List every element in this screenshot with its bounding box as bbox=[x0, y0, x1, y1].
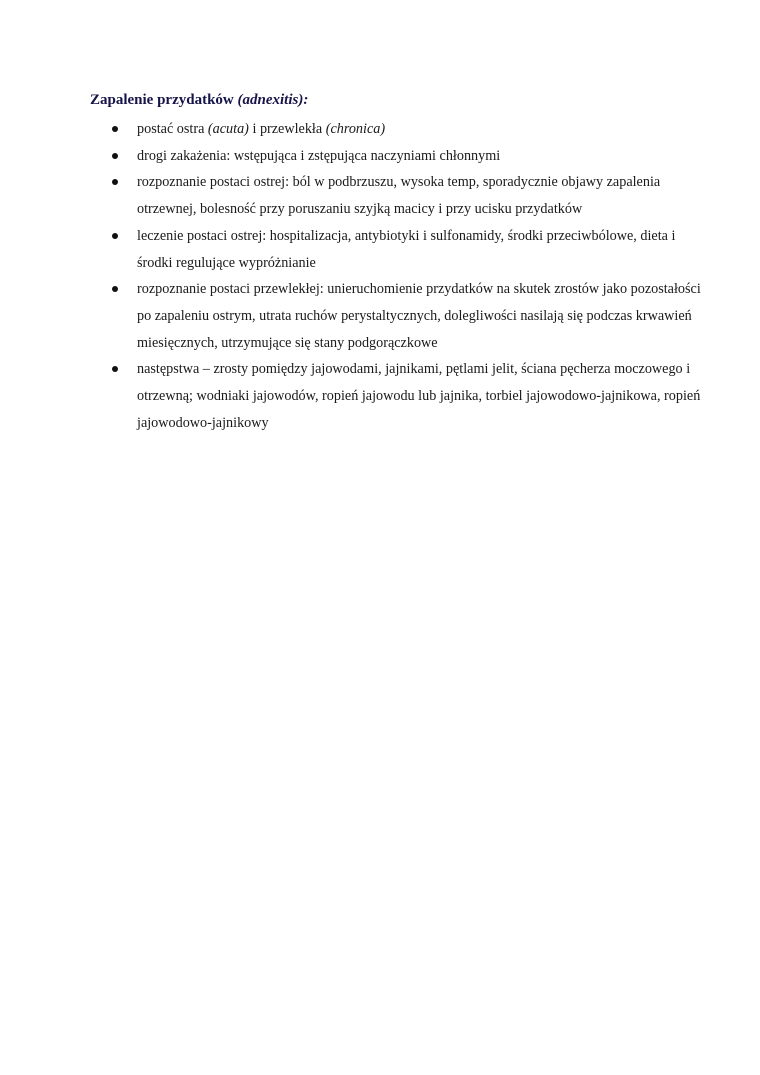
list-item-text: leczenie postaci ostrej: hospitalizacja, antybiotyki i sulfonamidy, środki przeciwbólowe, dieta i środki regulujące wypróżnianie bbox=[137, 227, 676, 271]
latin-term: (acuta) bbox=[207, 121, 249, 137]
list-item-text: rozpoznanie postaci przewlekłej: unieruchomienie przydatków na skutek zrostów jako pozostałości po zapaleniu ostrym, utrata ruchów perystaltycznych, dolegliwości nasilają się podczas krwawień miesięcznych, utrzymujące się stany podgorączkowe bbox=[137, 281, 701, 351]
list-item-text: postać ostra bbox=[137, 121, 208, 137]
bullet-icon bbox=[112, 126, 118, 132]
list-item-text: następstwa – zrosty pomiędzy jajowodami, jajnikami, pętlami jelit, ściana pęcherza moczowego i otrzewną; wodniaki jajowodów, ropień jajowodu lub jajnika, torbiel jajowodowo-jajnikowa, ropień jajowodowo-jajnikowy bbox=[137, 361, 701, 431]
bullet-icon bbox=[112, 179, 118, 185]
list-item bbox=[108, 223, 708, 276]
bullet-list bbox=[108, 116, 708, 436]
section-heading bbox=[90, 90, 308, 110]
list-item-text: i przewlekła bbox=[248, 121, 326, 137]
bullet-icon bbox=[112, 286, 118, 292]
bullet-icon bbox=[112, 233, 118, 239]
heading-title: Zapalenie przydatków bbox=[90, 92, 238, 108]
bullet-icon bbox=[112, 366, 118, 372]
list-item bbox=[108, 356, 708, 436]
list-item bbox=[108, 276, 708, 356]
list-item-text: rozpoznanie postaci ostrej: ból w podbrzuszu, wysoka temp, sporadycznie objawy zapalenia otrzewnej, bolesność przy poruszaniu szyjką macicy i przy ucisku przydatków bbox=[137, 174, 661, 218]
list-item bbox=[108, 116, 708, 143]
latin-term: (chronica) bbox=[325, 121, 386, 137]
heading-latin-term: (adnexitis): bbox=[237, 92, 309, 108]
list-item bbox=[108, 143, 708, 170]
bullet-icon bbox=[112, 153, 118, 159]
list-item bbox=[108, 169, 708, 222]
list-item-text: drogi zakażenia: wstępująca i zstępująca naczyniami chłonnymi bbox=[137, 147, 501, 164]
